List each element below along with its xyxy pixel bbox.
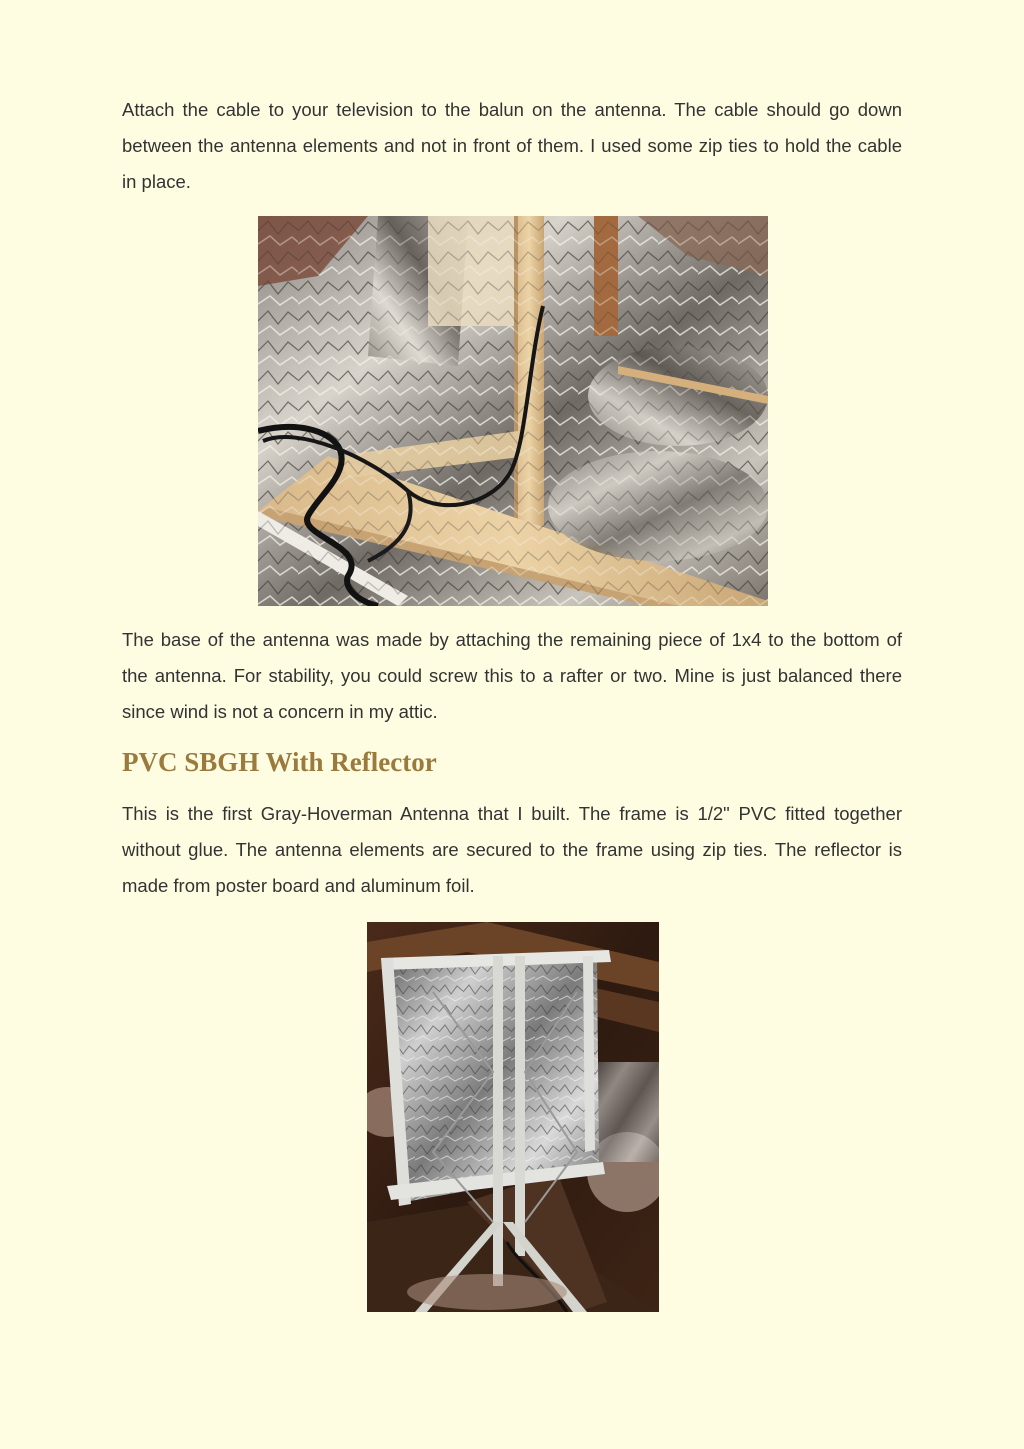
paragraph-pvc-description: This is the first Gray-Hoverman Antenna that I built. The frame is 1/2" PVC fitted together without glue. The antenna elements are secured to the frame using zip ties. The reflector is made from poster board and aluminum foil. xyxy=(122,803,902,896)
attic-antenna-cable-photo xyxy=(258,216,768,606)
pvc-sbgh-antenna-photo xyxy=(367,922,659,1312)
paragraph-cable-instructions: Attach the cable to your television to the balun on the antenna. The cable should go down between the antenna elements and not in front of them. I used some zip ties to hold the cable in place. xyxy=(122,99,902,192)
document-page xyxy=(122,92,902,1312)
paragraph-base-description: The base of the antenna was made by attaching the remaining piece of 1x4 to the bottom of the antenna. For stability, you could screw this to a rafter or two. Mine is just balanced there since wind is not a concern in my attic. xyxy=(122,629,902,722)
section-heading-pvc-sbgh: PVC SBGH With Reflector xyxy=(122,747,437,777)
